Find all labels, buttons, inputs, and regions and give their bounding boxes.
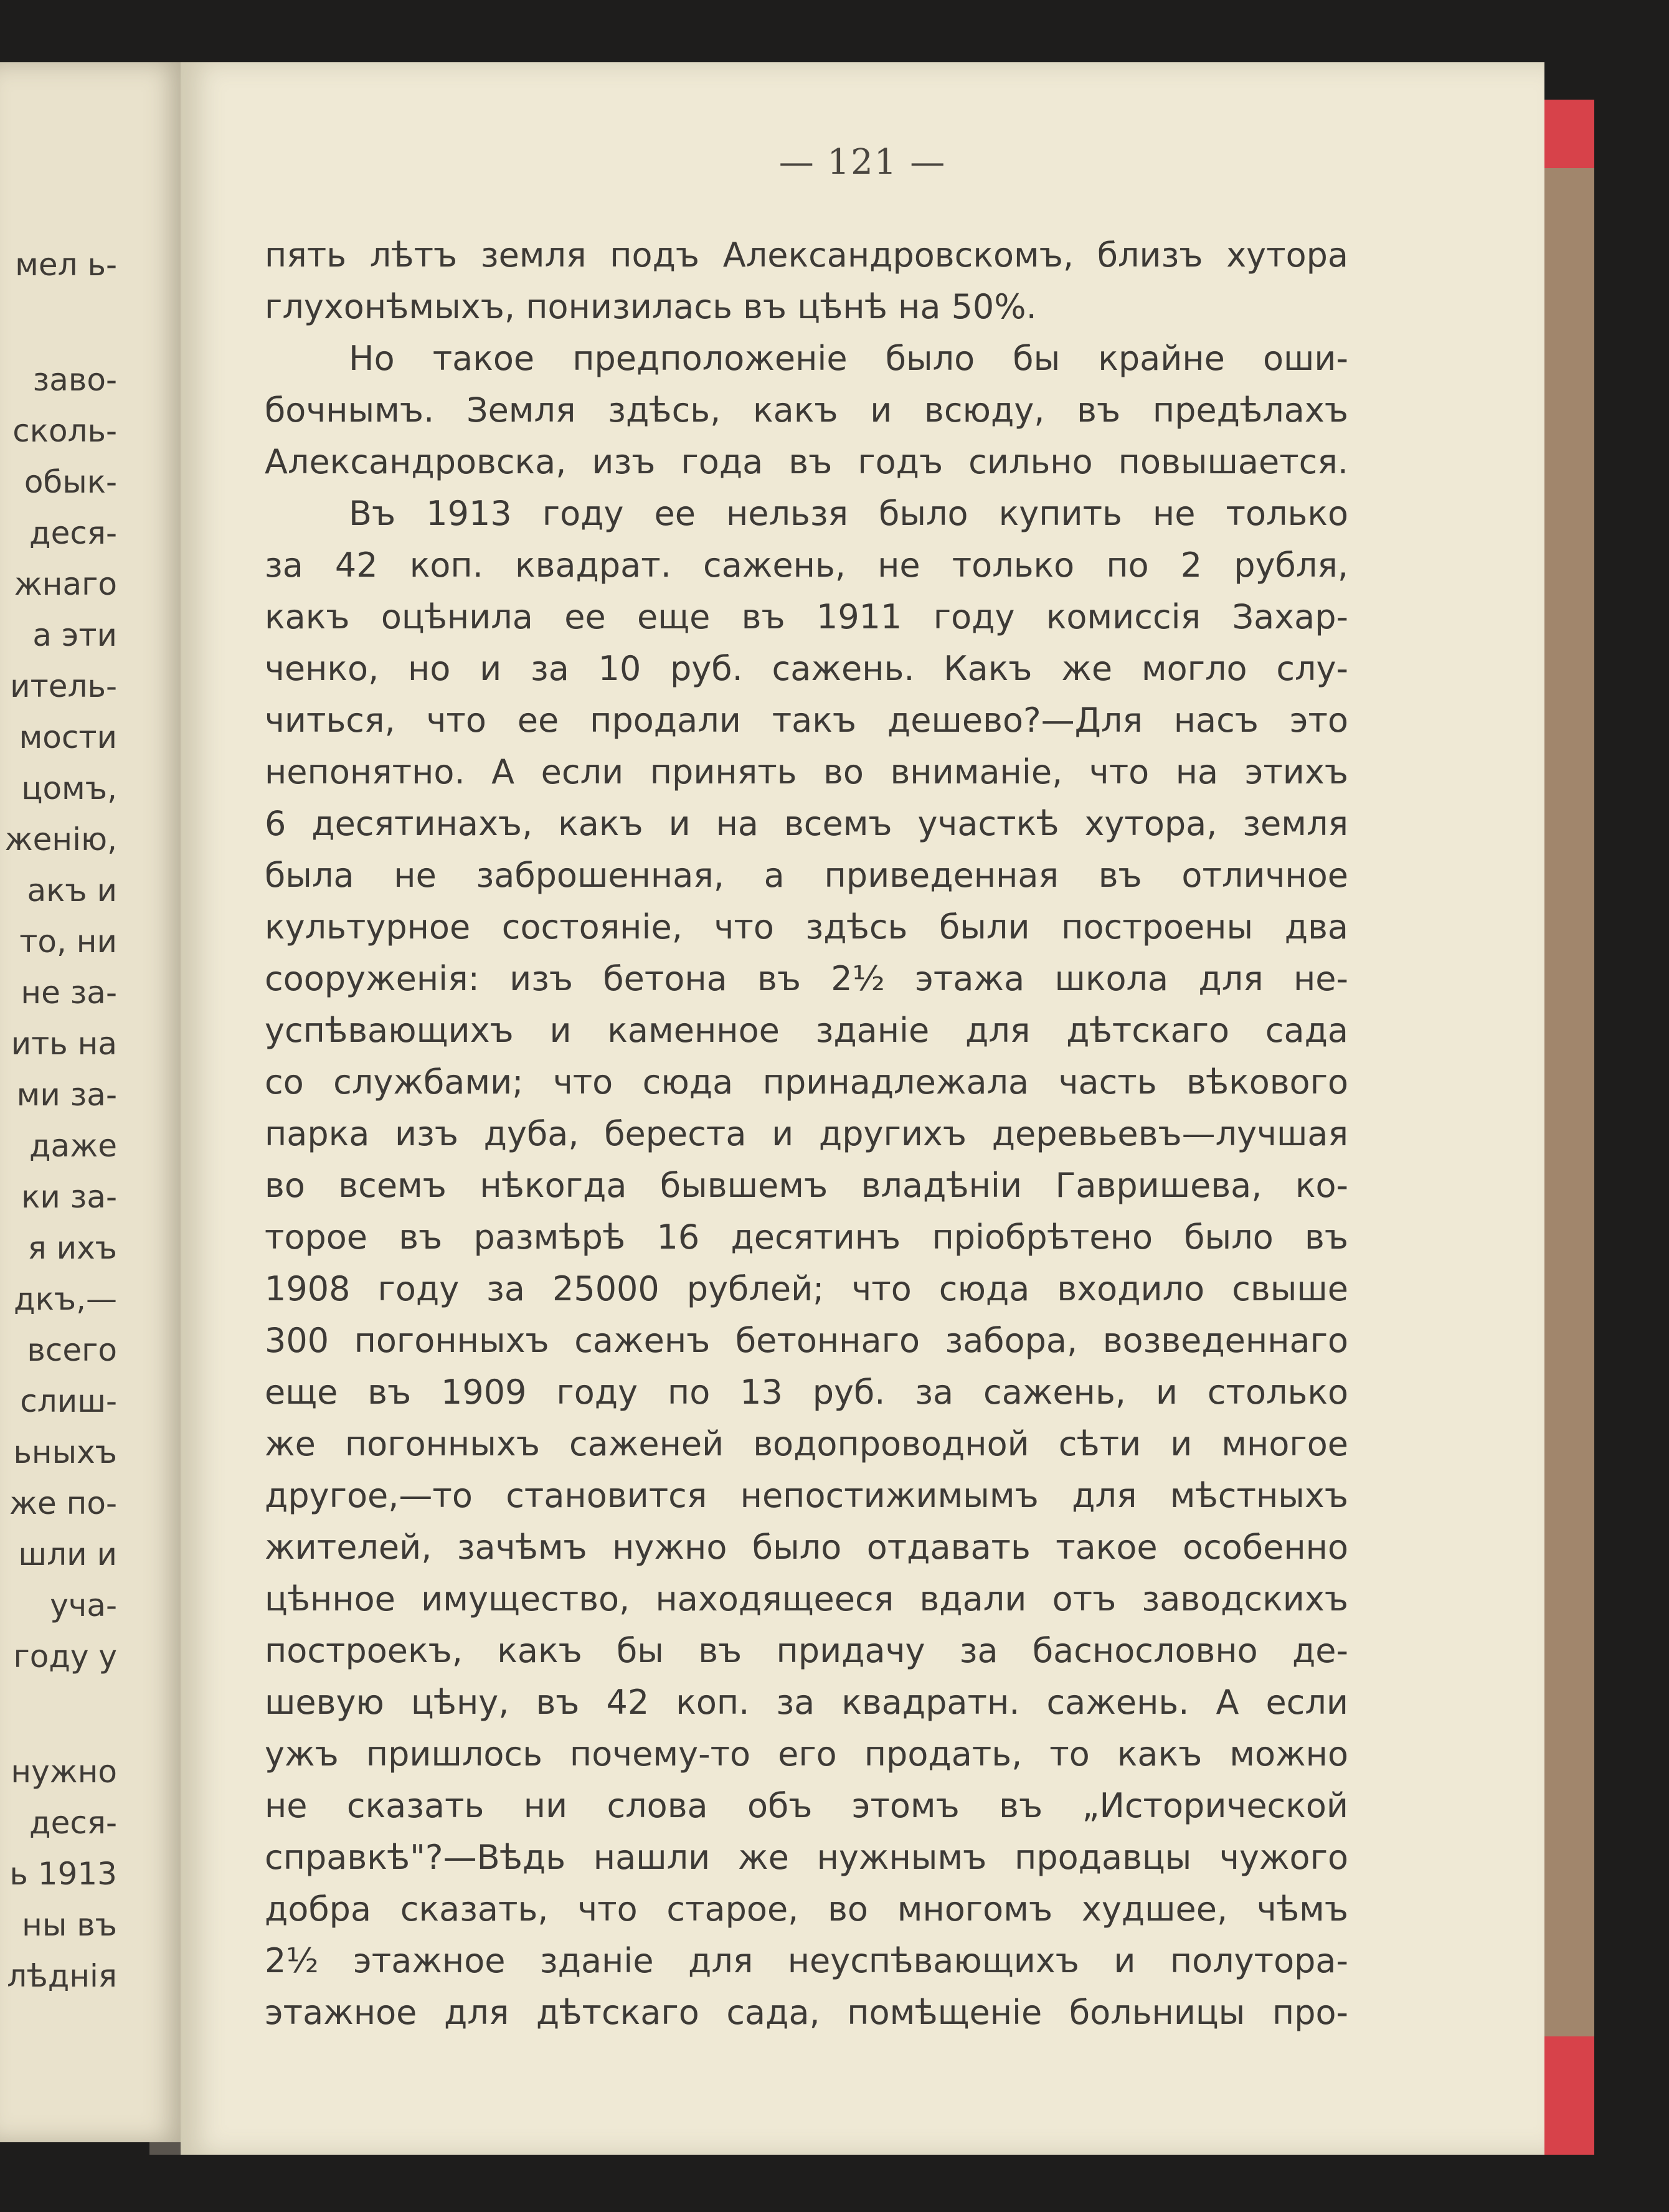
left-fragment: я ихъ — [27, 1230, 117, 1266]
left-fragment: дкъ,— — [14, 1281, 117, 1317]
text-line: Въ 1913 году ее нельзя было купить не только — [349, 494, 1348, 533]
left-fragment: шли и — [18, 1536, 117, 1572]
text-line: ченко, но и за 10 руб. сажень. Какъ же могло слу- — [265, 649, 1348, 688]
text-line: глухонѣмыхъ, понизилась въ цѣнѣ на 50%. — [265, 287, 1037, 326]
text-line: ужъ пришлось почему-то его продать, то какъ можно — [265, 1734, 1348, 1774]
text-line: другое,—то становится непостижимымъ для мѣстныхъ — [265, 1476, 1348, 1515]
left-fragment: даже — [29, 1128, 117, 1164]
text-line: культурное состоянiе, что здѣсь были построены два — [265, 907, 1348, 947]
left-fragment: мости — [19, 719, 117, 755]
text-line: за 42 коп. квадрат. сажень, не только по 2 рубля, — [265, 546, 1348, 585]
text-line: шевую цѣну, въ 42 коп. за квадратн. сажень. А если — [265, 1683, 1348, 1722]
left-fragment: же по- — [9, 1485, 117, 1521]
text-line: была не заброшенная, а приведенная въ отличное — [265, 856, 1348, 895]
body-text — [265, 229, 1348, 2038]
left-fragment: уча- — [50, 1587, 117, 1624]
left-fragment: сколь- — [12, 413, 117, 449]
left-fragment: ить на — [11, 1026, 117, 1062]
text-line: построекъ, какъ бы въ придачу за баснословно де- — [265, 1631, 1348, 1670]
left-fragment: ь 1913 — [9, 1856, 117, 1892]
left-fragment: деся- — [29, 1805, 117, 1841]
left-fragment: ки за- — [21, 1179, 117, 1215]
text-line: этажное для дѣтскаго сада, помѣщенiе больницы про- — [265, 1993, 1348, 2032]
left-fragment: цомъ, — [21, 770, 117, 806]
text-line: жителей, зачѣмъ нужно было отдавать такое особенно — [265, 1528, 1348, 1567]
text-line: еще въ 1909 году по 13 руб. за сажень, и столько — [265, 1373, 1348, 1412]
left-fragment: лѣднiя — [7, 1958, 117, 1994]
left-fragment: женiю, — [4, 821, 117, 858]
left-fragment: всего — [27, 1332, 117, 1368]
text-line: 1908 году за 25000 рублей; что сюда входило свыше — [265, 1269, 1348, 1308]
left-fragment: заво- — [32, 362, 117, 398]
left-fragment: ми за- — [16, 1077, 117, 1113]
text-line: читься, что ее продали такъ дешево?—Для насъ это — [265, 701, 1348, 740]
text-line: Но такое предположенiе было бы крайне оши- — [349, 339, 1348, 378]
text-line: непонятно. А если принять во вниманiе, что на этихъ — [265, 752, 1348, 792]
left-fragment: деся- — [29, 515, 117, 551]
text-line: бочнымъ. Земля здѣсь, какъ и всюду, въ предѣлахъ — [265, 390, 1348, 430]
left-fragment: нужно — [11, 1754, 117, 1790]
left-fragment: году у — [13, 1638, 117, 1675]
left-fragment: а эти — [32, 617, 117, 653]
text-line: пять лѣтъ земля подъ Александровскомъ, близъ хутора — [265, 235, 1348, 275]
text-line: добра сказать, что старое, во многомъ худшее, чѣмъ — [265, 1889, 1348, 1929]
text-line: какъ оцѣнила ее еще въ 1911 году комиссiя Захар- — [265, 597, 1348, 636]
text-line: 6 десятинахъ, какъ и на всемъ участкѣ хутора, земля — [265, 804, 1348, 843]
text-line: же погонныхъ саженей водопроводной сѣти и многое — [265, 1424, 1348, 1463]
text-line: справкѣ"?—Вѣдь нашли же нужнымъ продавцы чужого — [265, 1838, 1348, 1877]
left-fragment: обык- — [24, 464, 117, 500]
left-fragment: слиш- — [20, 1383, 117, 1419]
left-fragment: мел ь- — [15, 247, 117, 283]
tan-cover-edge — [1544, 168, 1594, 2036]
text-line: не сказать ни слова объ этомъ въ „Исторической — [265, 1786, 1348, 1825]
left-fragment: то, ни — [19, 924, 117, 960]
text-line: парка изъ дуба, береста и другихъ деревьевъ—лучшая — [265, 1114, 1348, 1153]
left-page — [0, 62, 187, 2142]
text-line: 300 погонныхъ саженъ бетоннаго забора, возведеннаго — [265, 1321, 1348, 1360]
text-line: со службами; что сюда принадлежала часть вѣкового — [265, 1062, 1348, 1102]
right-page — [181, 62, 1544, 2155]
left-fragment: ьныхъ — [13, 1434, 117, 1470]
text-line: цѣнное имущество, находящееся вдали отъ заводскихъ — [265, 1579, 1348, 1619]
text-line: торое въ размѣрѣ 16 десятинъ прiобрѣтено было въ — [265, 1217, 1348, 1257]
text-line: Александровска, изъ года въ годъ сильно повышается. — [265, 442, 1348, 481]
left-fragment: ны въ — [22, 1907, 117, 1943]
text-line: успѣвающихъ и каменное зданiе для дѣтскаго сада — [265, 1011, 1348, 1050]
text-line: 2½ этажное зданiе для неуспѣвающихъ и полутора- — [265, 1941, 1348, 1980]
left-fragment: жнаго — [14, 566, 117, 602]
text-line: сооруженiя: изъ бетона въ 2½ этажа школа для не- — [265, 959, 1348, 998]
left-fragment: не за- — [21, 975, 117, 1011]
page-number: — 121 — — [778, 142, 947, 182]
text-line: во всемъ нѣкогда бывшемъ владѣнiи Гавришева, ко- — [265, 1166, 1348, 1205]
left-fragment: итель- — [10, 668, 117, 704]
left-fragment: акъ и — [27, 872, 117, 909]
